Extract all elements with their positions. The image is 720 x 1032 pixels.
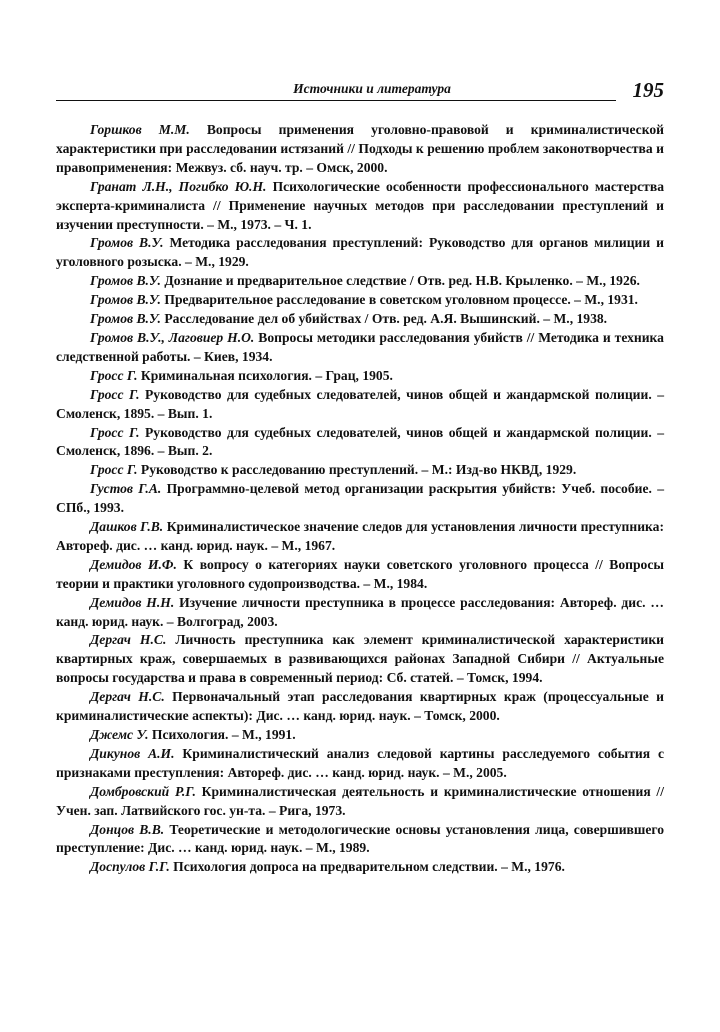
- bibliography-entry: [56, 688, 664, 726]
- page-number: 195: [632, 78, 664, 102]
- entry-text: Дознание и предварительное следствие / Отв. ред. Н.В. Крыленко. – М., 1926.: [164, 273, 640, 289]
- entry-author: Гросс Г.: [90, 386, 140, 402]
- entry-author: Домбровский Р.Г.: [90, 783, 196, 799]
- bibliography-entry: [56, 858, 664, 877]
- entry-text: Криминалистическая деятельность и криминалистические отношения // Учен. зап. Латвийского гос. ун-та. – Рига, 1973.: [56, 783, 664, 818]
- entry-author: Дергач Н.С.: [90, 689, 165, 705]
- entry-author: Доспулов Г.Г.: [90, 859, 170, 875]
- entry-text: Вопросы методики расследования убийств // Методика и техника следственной работы. – Киев, 1934.: [56, 329, 664, 364]
- header-rule: [56, 100, 616, 101]
- entry-author: Демидов И.Ф.: [90, 556, 177, 572]
- entry-text: Личность преступника как элемент криминалистической характеристики квартирных краж, совершаемых в развивающихся районах Западной Сибири // Актуальные вопросы государства и права в современный период: Сб. статей. – Томск, 1994.: [56, 632, 664, 686]
- bibliography-entry: [56, 821, 664, 859]
- entry-text: Предварительное расследование в советском уголовном процессе. – М., 1931.: [164, 292, 638, 308]
- entry-text: Руководство для судебных следователей, чинов общей и жандармской полиции. – Смоленск, 1896. – Вып. 2.: [56, 424, 664, 459]
- entry-author: Громов В.У.: [90, 292, 161, 308]
- bibliography-entry: [56, 726, 664, 745]
- entry-author: Джемс У.: [90, 727, 149, 742]
- entry-text: Теоретические и методологические основы установления лица, совершившего преступление: Дис. … канд. юрид. наук. – М., 1989.: [56, 821, 665, 856]
- bibliography-entry: [56, 178, 664, 235]
- bibliography-entry: [56, 291, 664, 310]
- entry-author: Гранат Л.Н., Погибко Ю.Н.: [90, 178, 267, 194]
- entry-text: Психология допроса на предварительном следствии. – М., 1976.: [173, 859, 565, 875]
- entry-text: К вопросу о категориях науки советского уголовного процесса // Вопросы теории и практики уголовного судопроизводства. – М., 1984.: [56, 556, 664, 591]
- entry-author: Дашков Г.В.: [90, 519, 164, 535]
- entry-author: Громов В.У.: [90, 273, 161, 289]
- entry-author: Густов Г.А.: [90, 481, 162, 497]
- bibliography-entry: [56, 310, 664, 329]
- bibliography-entry: [56, 272, 664, 291]
- running-title: Источники и литература: [293, 81, 451, 96]
- entry-author: Гросс Г.: [90, 367, 138, 383]
- entry-text: Программно-целевой метод организации раскрытия убийств: Учеб. пособие. – СПб., 1993.: [56, 481, 664, 516]
- entry-author: Гросс Г.: [90, 424, 140, 440]
- entry-text: Психологические особенности профессионального мастерства эксперта-криминалиста // Применение научных методов при расследовании преступлений и изучении преступности. – М., 1973. – Ч. 1.: [56, 178, 664, 232]
- entry-text: Криминальная психология. – Грац, 1905.: [140, 367, 393, 383]
- entry-text: Вопросы применения уголовно-правовой и криминалистической характеристики при расследовании истязаний // Подходы к решению проблем законотворчества и правоприменения: Межвуз. сб. науч. тр. – Омск, 2000.: [56, 122, 664, 175]
- bibliography-entry: [56, 424, 664, 462]
- entry-text: Криминалистический анализ следовой картины расследуемого события с признаками преступления: Автореф. дис. … канд. юрид. наук. – М., 2005.: [56, 745, 664, 780]
- entry-text: Руководство для судебных следователей, чинов общей и жандармской полиции. – Смоленск, 1895. – Вып. 1.: [56, 386, 664, 421]
- bibliography-entry: [56, 461, 664, 480]
- entry-text: Психология. – М., 1991.: [151, 727, 296, 742]
- entry-author: Горшков М.М.: [90, 122, 190, 137]
- bibliography-entry: [56, 367, 664, 386]
- entry-author: Громов В.У.: [90, 235, 164, 251]
- entry-author: Демидов Н.Н.: [90, 594, 175, 610]
- bibliography-entry: [56, 234, 664, 272]
- bibliography-entry: [56, 631, 664, 688]
- bibliography-entry: [56, 386, 664, 424]
- entry-text: Расследование дел об убийствах / Отв. ред. А.Я. Вышинский. – М., 1938.: [164, 311, 608, 327]
- bibliography-entry: [56, 480, 664, 518]
- entry-author: Гросс Г.: [90, 462, 138, 478]
- bibliography-entry: [56, 556, 664, 594]
- entry-author: Донцов В.В.: [90, 821, 165, 837]
- bibliography-entry: [56, 745, 664, 783]
- entry-text: Руководство к расследованию преступлений. – М.: Изд-во НКВД, 1929.: [140, 462, 577, 478]
- bibliography-list: [56, 121, 664, 877]
- entry-text: Криминалистическое значение следов для установления личности преступника: Автореф. дис. … канд. юрид. наук. – М., 1967.: [56, 519, 664, 553]
- entry-author: Громов В.У., Лаговиер Н.О.: [90, 329, 255, 345]
- entry-author: Дергач Н.С.: [90, 632, 167, 648]
- bibliography-entry: [56, 594, 664, 632]
- bibliography-entry: [56, 329, 664, 367]
- entry-author: Дикунов А.И.: [90, 745, 175, 761]
- page-header: [56, 80, 664, 106]
- bibliography-entry: [56, 518, 664, 556]
- bibliography-entry: [56, 783, 664, 821]
- entry-text: Методика расследования преступлений: Руководство для органов милиции и уголовного розыска. – М., 1929.: [56, 235, 664, 270]
- bibliography-entry: [56, 121, 664, 178]
- entry-text: Первоначальный этап расследования квартирных краж (процессуальные и криминалистические аспекты): Дис. … канд. юрид. наук. – Томск, 2000.: [56, 689, 664, 724]
- entry-author: Громов В.У.: [90, 311, 161, 327]
- entry-text: Изучение личности преступника в процессе расследования: Автореф. дис. … канд. юрид. наук. – Волгоград, 2003.: [56, 594, 664, 629]
